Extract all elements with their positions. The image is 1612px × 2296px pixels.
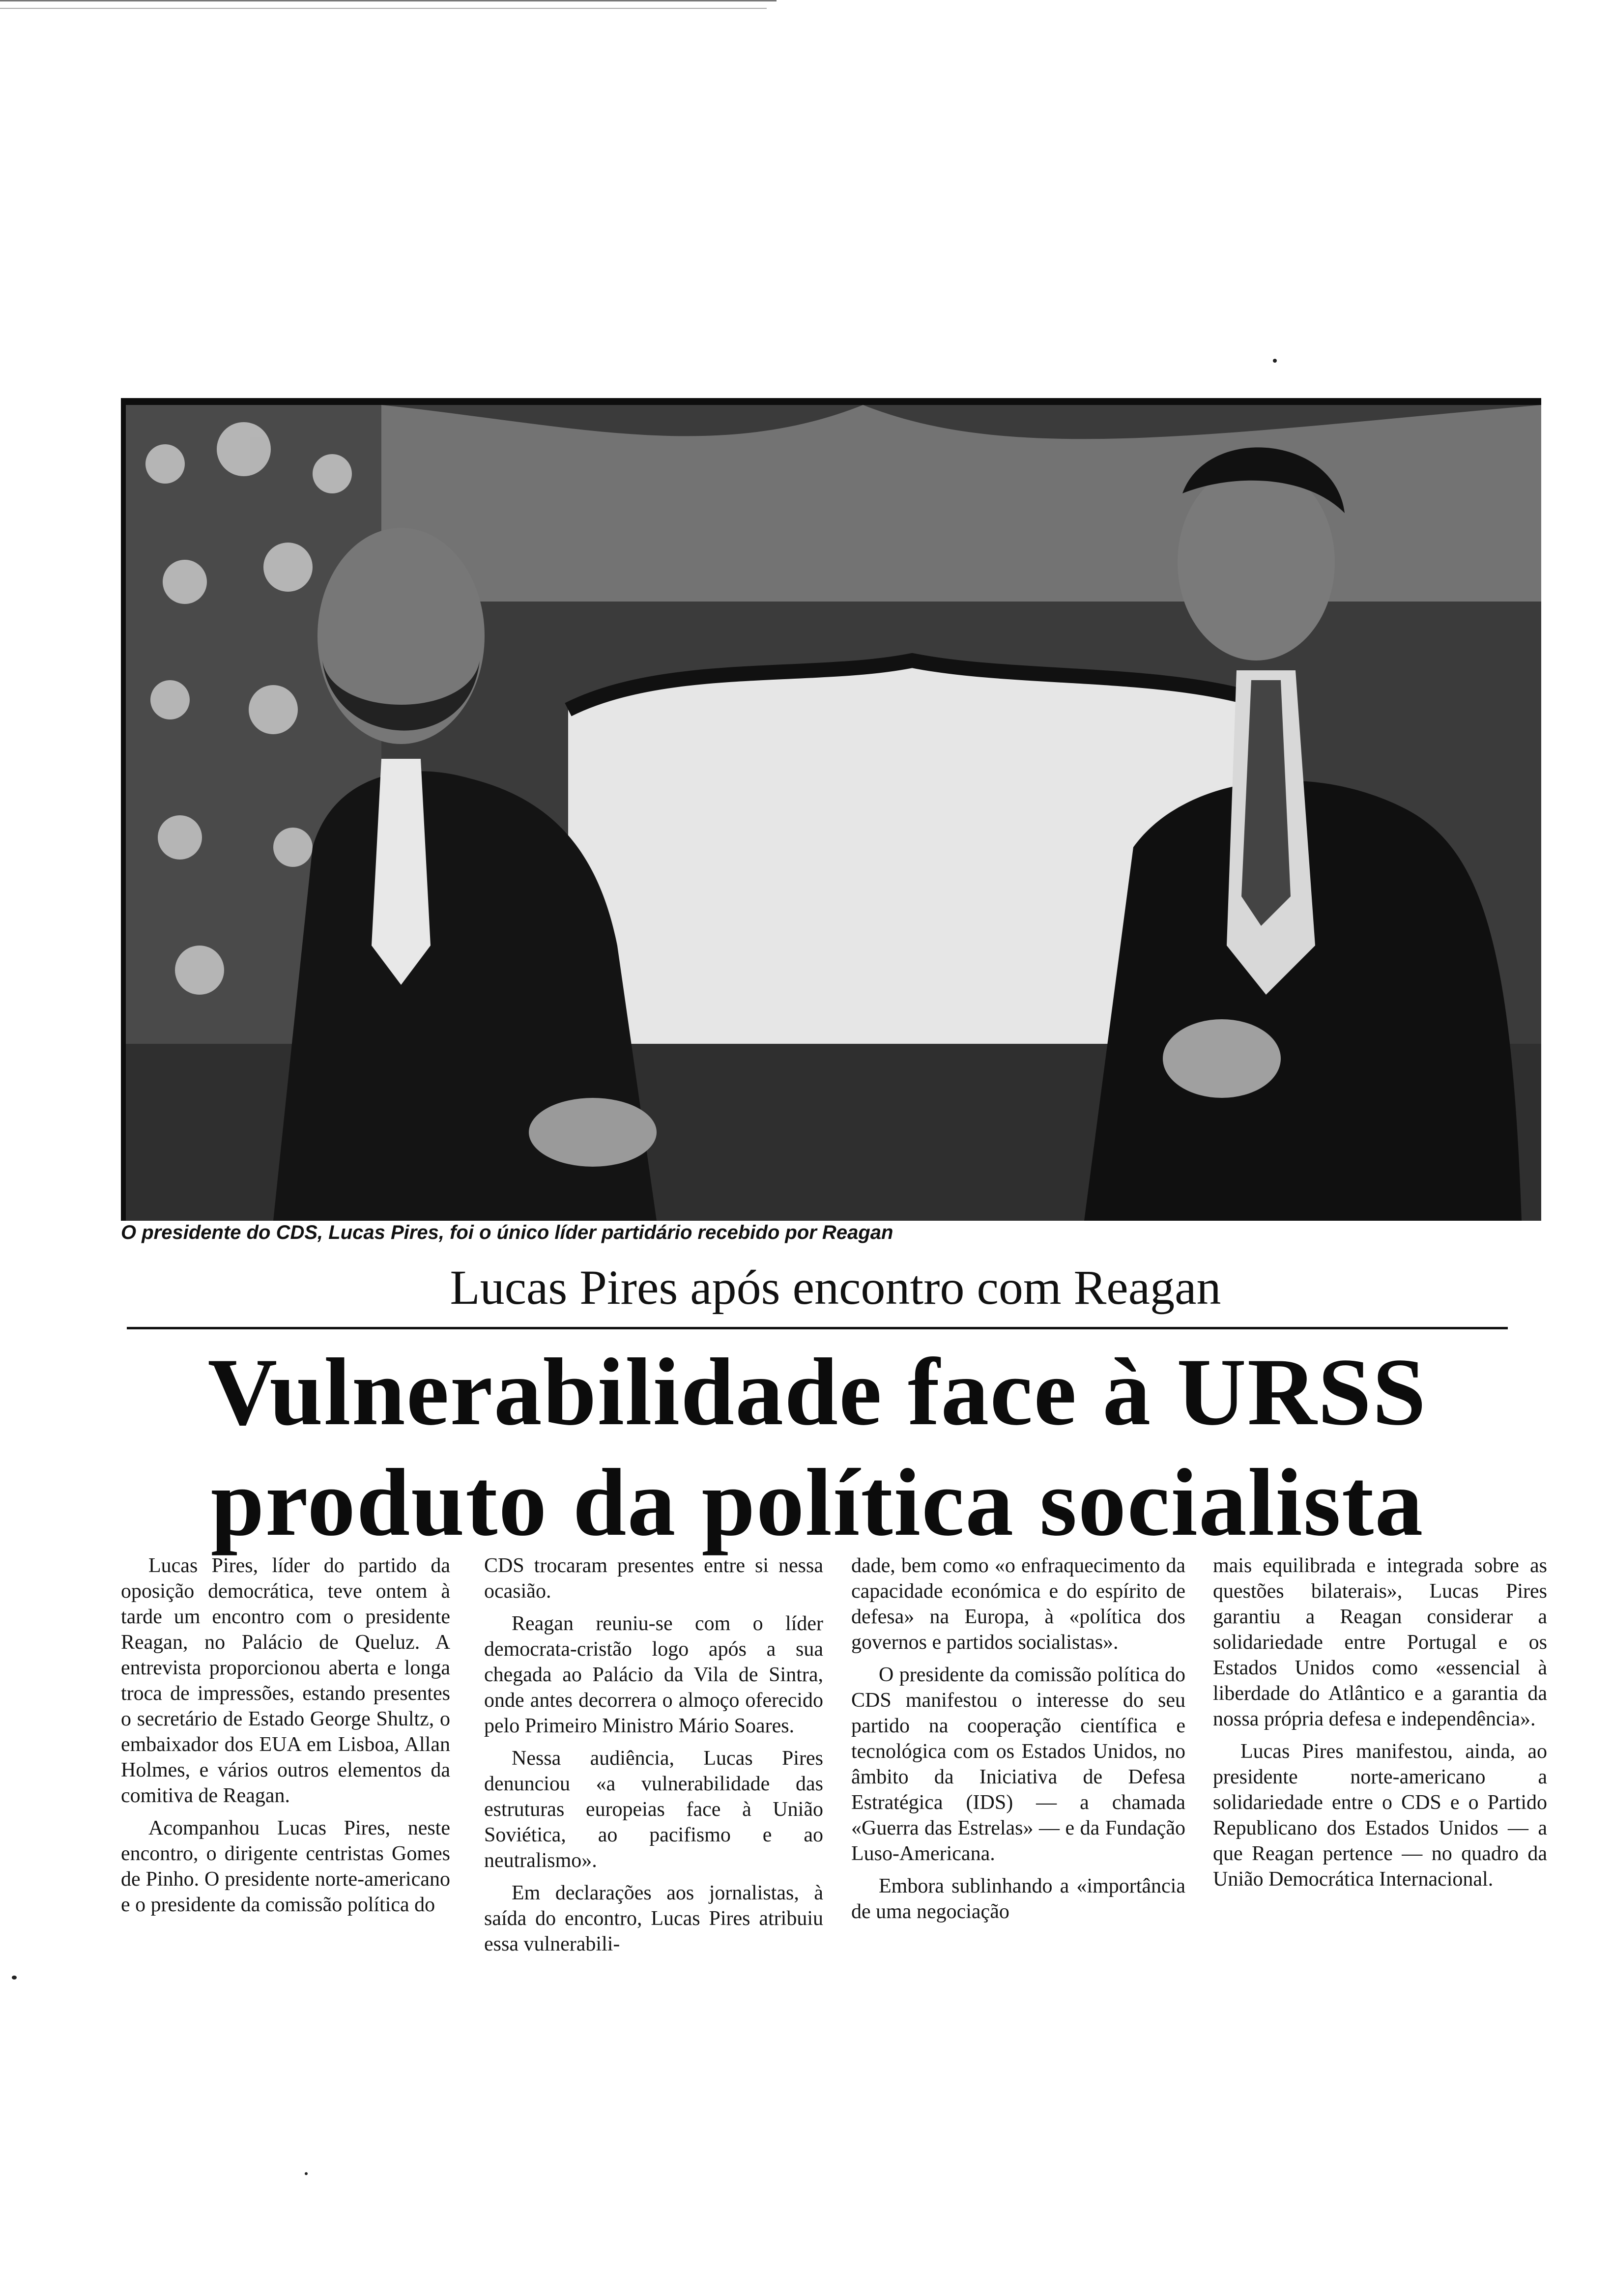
paragraph: dade, bem como «o enfraquecimento da capacidade económica e do espírito de defesa» na Europa, à «política dos governos e partidos socialistas». bbox=[851, 1554, 1185, 1654]
paragraph: Acompanhou Lucas Pires, neste encontro, o dirigente centristas Gomes de Pinho. O presidente norte-americano e o presidente da comissão política do bbox=[121, 1817, 450, 1916]
paragraph: Reagan reuniu-se com o líder democrata-cristão logo após a sua chegada ao Palácio da Vila de Sintra, onde antes decorrera o almoço oferecido pelo Primeiro Ministro Mário Soares. bbox=[484, 1612, 823, 1737]
headline-line-1: Vulnerabilidade face à URSS bbox=[207, 1339, 1427, 1445]
headline-rule bbox=[127, 1327, 1508, 1329]
scan-speck bbox=[1273, 359, 1277, 363]
photo-caption: O presidente do CDS, Lucas Pires, foi o único líder partidário recebido por Reagan bbox=[121, 1222, 893, 1243]
paragraph: CDS trocaram presentes entre si nessa ocasião. bbox=[484, 1554, 823, 1603]
paragraph: O presidente da comissão política do CDS manifestou o interesse do seu partido na cooperação científica e tecnológica com os Estados Unidos, no âmbito da Iniciativa de Defesa Estratégica (IDS) — a chamada «Guerra das Estrelas» — e da Fundação Luso-Americana. bbox=[851, 1664, 1185, 1865]
scan-speck bbox=[12, 1976, 17, 1980]
article-column-1 bbox=[121, 1553, 450, 1918]
headline-line-2: produto da política socialista bbox=[210, 1449, 1424, 1556]
scan-speck bbox=[305, 2172, 308, 2175]
paragraph: Embora sublinhando a «importância de uma negociação bbox=[851, 1875, 1185, 1923]
curtain bbox=[381, 405, 1541, 602]
scan-edge-line bbox=[0, 0, 777, 1]
article-column-4 bbox=[1213, 1553, 1547, 1892]
news-photo bbox=[121, 398, 1541, 1221]
hand-right bbox=[1163, 1019, 1281, 1098]
photo-illustration bbox=[126, 405, 1541, 1221]
paragraph: Lucas Pires, líder do partido da oposição democrática, teve ontem à tarde um encontro com o presidente Reagan, no Palácio de Queluz. A entrevista proporcionou aberta e longa troca de impressões, estando presentes o secretário de Estado George Shultz, o embaixador dos EUA em Lisboa, Allan Holmes, e vários outros elementos da comitiva de Reagan. bbox=[121, 1554, 450, 1807]
article-kicker: Lucas Pires após encontro com Reagan bbox=[450, 1260, 1221, 1315]
article-column-2 bbox=[484, 1553, 823, 1957]
paragraph: Lucas Pires manifestou, ainda, ao presidente norte-americano a solidariedade entre o CDS e o Partido Republicano dos Estados Unidos — a que Reagan pertence — no quadro da União Democrática Internacional. bbox=[1213, 1740, 1547, 1891]
paragraph: Em declarações aos jornalistas, à saída do encontro, Lucas Pires atribuiu essa vulnerabili- bbox=[484, 1882, 823, 1955]
paragraph: Nessa audiência, Lucas Pires denunciou «a vulnerabilidade das estruturas europeias face à União Soviética, ao pacifismo e ao neutralismo». bbox=[484, 1747, 823, 1872]
head-right bbox=[1178, 464, 1335, 660]
paragraph: mais equilibrada e integrada sobre as questões bilaterais», Lucas Pires garantiu a Reagan considerar a solidariedade entre Portugal e os Estados Unidos como «essencial à liberdade do Atlântico e a garantia da nossa própria defesa e independência». bbox=[1213, 1554, 1547, 1730]
article-headline bbox=[127, 1337, 1508, 1558]
scan-edge-line bbox=[0, 8, 767, 9]
article-column-3 bbox=[851, 1553, 1185, 1924]
hands-left bbox=[529, 1098, 657, 1167]
